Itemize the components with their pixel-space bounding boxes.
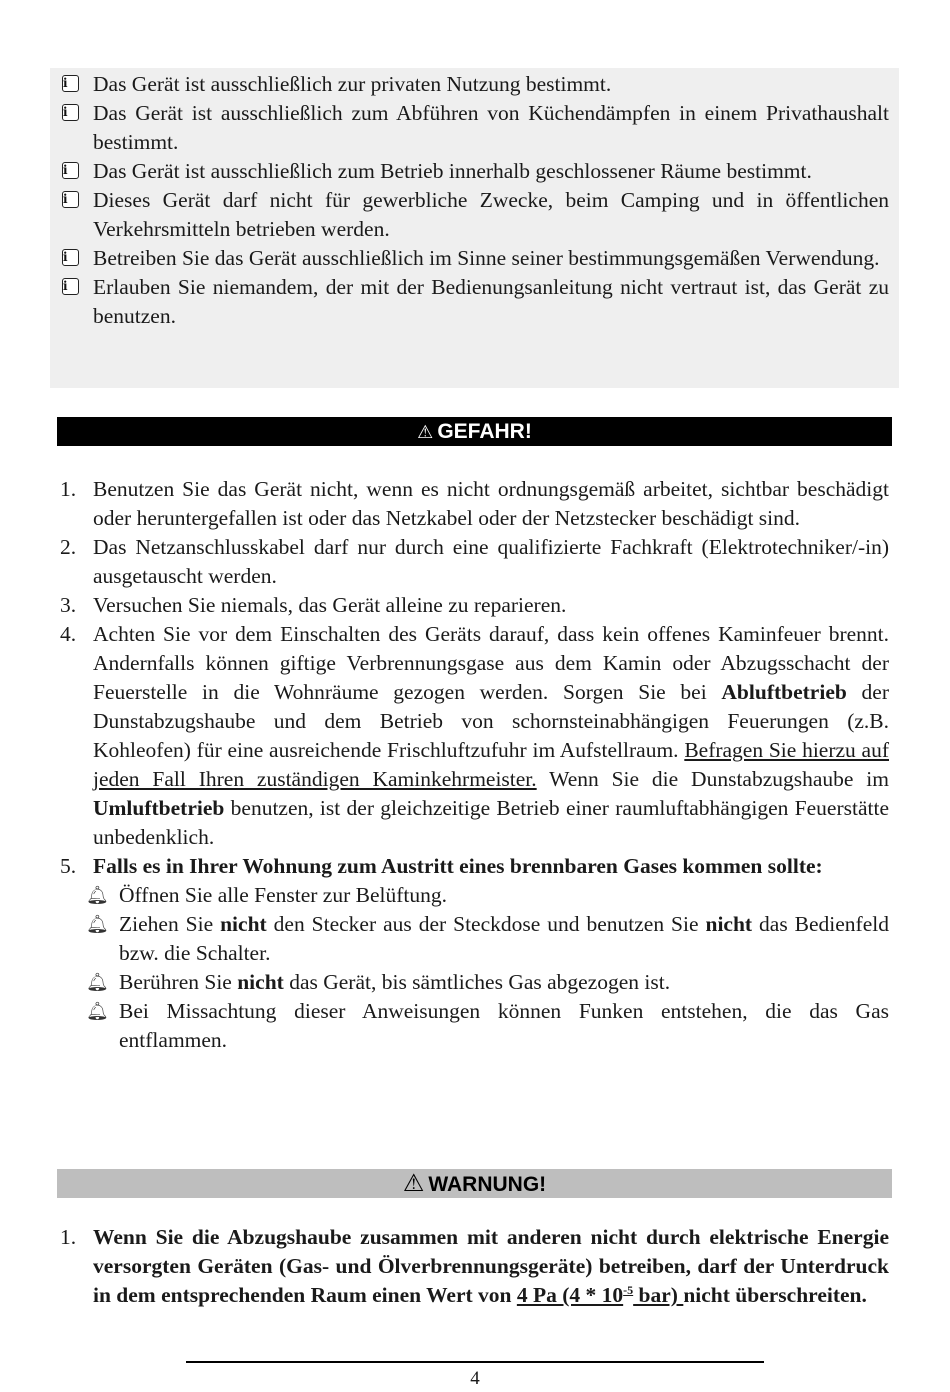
info-item: i Betreiben Sie das Gerät ausschließlich im Sinne seiner bestimmungsgemäßen Verwendung.: [63, 246, 880, 270]
danger-item: 4. Achten Sie vor dem Einschalten des Geräts darauf, dass kein offenes Kaminfeuer brennt. Andernfalls können giftige Verbrennungsgase aus dem Kamin oder Abzugsschacht der Feuerstelle in die Wohnräume gezogen werden. Sorgen Sie bei Abluftbetrieb der Dunstabzugshaube und dem Betrieb von schornsteinabhängigen Feuerungen (z.B. Kohleofen) für eine ausreichende Frischluftzufuhr im Aufstellraum. Befragen Sie hierzu auf jeden Fall Ihren zuständigen Kaminkehrmeister. Wenn Sie die Dunstabzugshaube im Umluftbetrieb benutzen, ist der gleichzeitige Betrieb einer raumluftabhängigen Feuerstätte unbedenklich.: [60, 622, 890, 849]
danger-banner: [57, 417, 892, 446]
gas-step: 🔔︎ Ziehen Sie nicht den Stecker aus der Steckdose und benutzen Sie nicht das Bedienfeld bzw. die Schalter.: [86, 912, 889, 965]
danger-item: 5. Falls es in Ihrer Wohnung zum Austritt eines brennbaren Gases kommen sollte: 🔔︎ Öffnen Sie alle Fenster zur Belüftung. 🔔︎ Ziehen Sie nicht den Stecker aus der Steckdose und benutzen Sie nicht das Bedienfeld bzw. die Schalter. 🔔︎ Berühren Sie nicht das Gerät, bis sämtliches Gas abgezogen ist. 🔔︎ Bei Missachtung dieser Anweisungen können Funken entstehen, die das Gas entflammen.: [56, 852, 889, 1055]
danger-list: [56, 475, 889, 1055]
danger-item: 2. Das Netzanschlusskabel darf nur durch eine qualifizierte Fachkraft (Elektrotechniker/-in) ausgetauscht werden.: [60, 535, 889, 588]
info-item: i Das Gerät ist ausschließlich zum Abführen von Küchendämpfen in einem Privathaushalt bestimmt.: [63, 101, 889, 154]
info-item: i Das Gerät ist ausschließlich zum Betrieb innerhalb geschlossener Räume bestimmt.: [63, 159, 812, 183]
bell-icon: 🔔︎: [86, 914, 109, 935]
info-icon: i: [62, 278, 79, 295]
info-item: i Erlauben Sie niemandem, der mit der Bedienungsanleitung nicht vertraut ist, das Gerät zu benutzen.: [63, 275, 889, 328]
danger-heading: GEFAHR!: [437, 420, 532, 443]
info-item: i Dieses Gerät darf nicht für gewerbliche Zwecke, beim Camping und in öffentlichen Verkehrsmitteln betrieben werden.: [63, 188, 889, 241]
warning-list: [56, 1223, 889, 1310]
danger-item: 1. Benutzen Sie das Gerät nicht, wenn es nicht ordnungsgemäß arbeitet, sichtbar beschädigt oder heruntergefallen ist oder das Netzkabel oder der Netzstecker beschädigt sind.: [60, 477, 889, 530]
warning-triangle-icon: ⚠: [417, 422, 434, 442]
info-icon: i: [62, 75, 79, 92]
gas-step: 🔔︎ Bei Missachtung dieser Anweisungen können Funken entstehen, die das Gas entflammen.: [86, 999, 889, 1052]
warning-heading: WARNUNG!: [428, 1173, 547, 1196]
bell-icon: 🔔︎: [86, 972, 109, 993]
info-icon: i: [62, 162, 79, 179]
footer-rule: [186, 1361, 764, 1363]
info-icon: i: [62, 191, 79, 208]
warning-triangle-icon: ⚠: [402, 1170, 425, 1197]
page-number: 4: [470, 1368, 480, 1389]
info-list: [62, 70, 889, 331]
info-item: i Das Gerät ist ausschließlich zur privaten Nutzung bestimmt.: [63, 72, 612, 96]
info-icon: i: [62, 104, 79, 121]
danger-item: 3. Versuchen Sie niemals, das Gerät alleine zu reparieren.: [60, 593, 567, 617]
gas-step: 🔔︎ Berühren Sie nicht das Gerät, bis sämtliches Gas abgezogen ist.: [93, 968, 889, 997]
bell-icon: 🔔︎: [86, 885, 109, 906]
info-icon: i: [62, 249, 79, 266]
warning-banner: [57, 1169, 892, 1198]
bell-icon: 🔔︎: [86, 1001, 109, 1022]
warning-item: 1. Wenn Sie die Abzugshaube zusammen mit anderen nicht durch elektrische Energie versorgten Geräten (Gas- und Ölverbrennungsgeräte) betreiben, darf der Unterdruck in dem entsprechenden Raum einen Wert von 4 Pa ($4 * 10^{-5}$ bar) nicht überschreiten.: [60, 1225, 889, 1307]
gas-step: 🔔︎ Öffnen Sie alle Fenster zur Belüftung.: [93, 881, 889, 910]
gas-steps-list: [86, 881, 889, 1055]
